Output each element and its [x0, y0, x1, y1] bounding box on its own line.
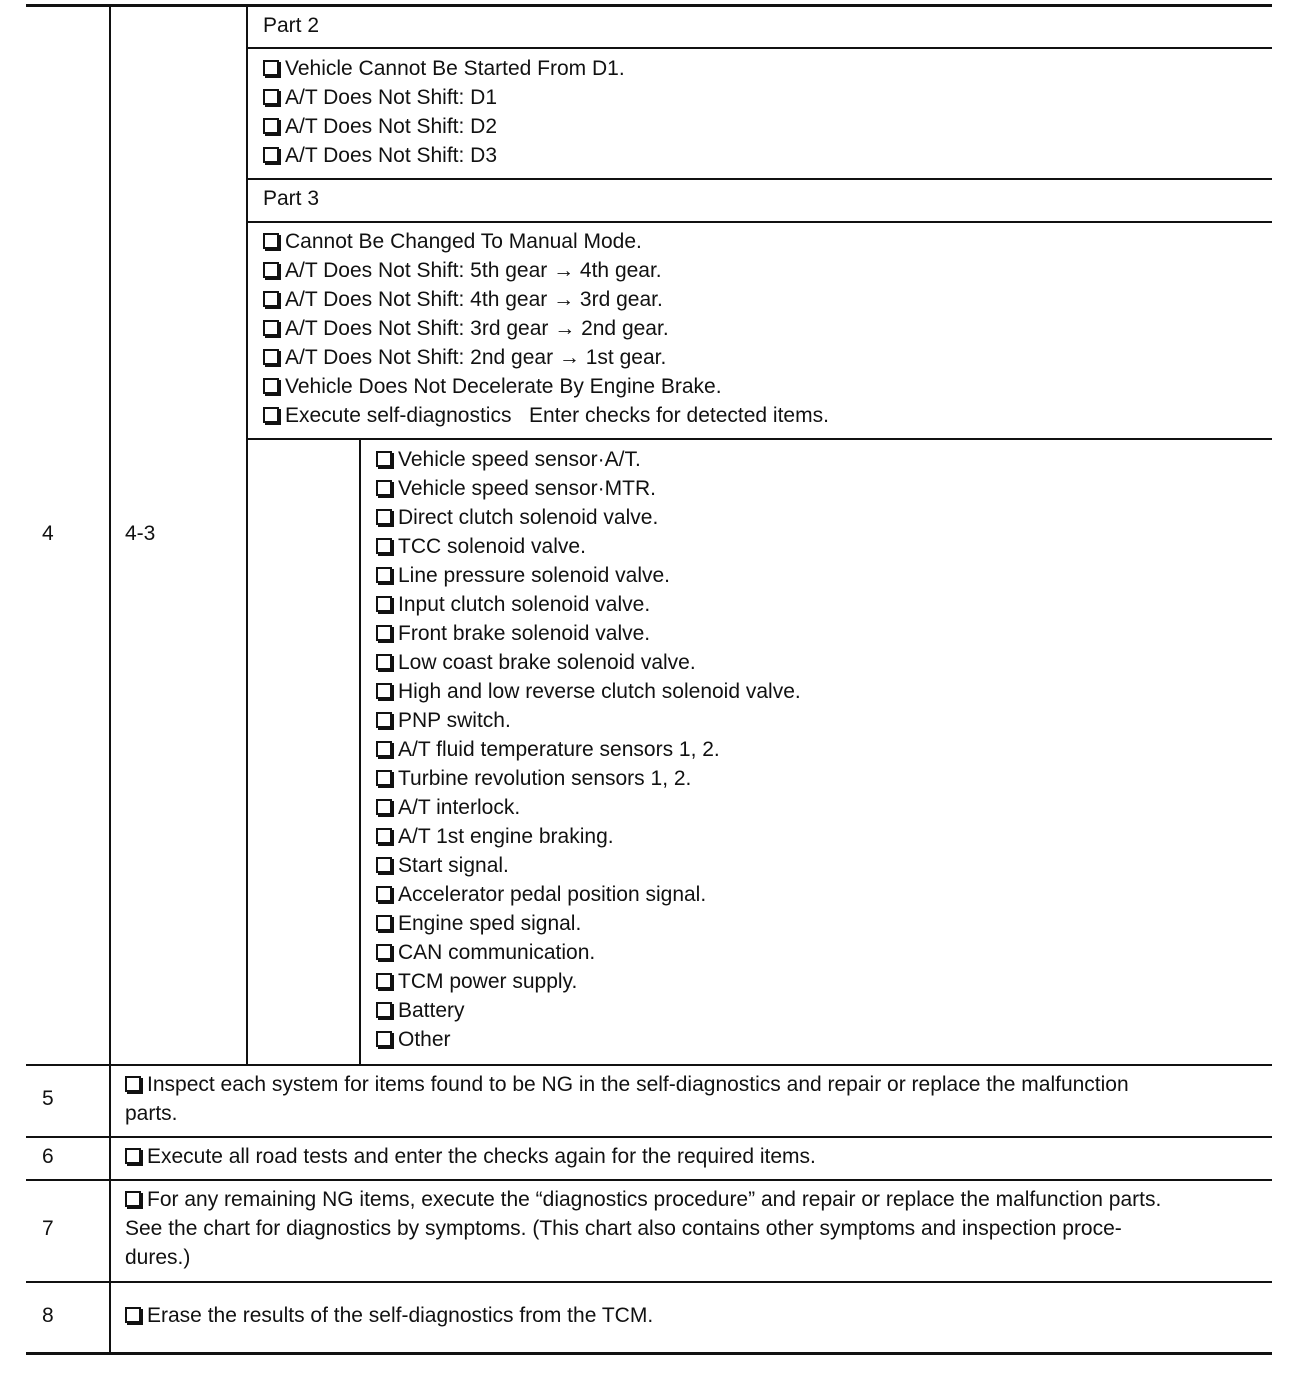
part3-checklist	[263, 227, 829, 430]
checkbox-icon[interactable]	[376, 770, 392, 786]
checkbox-icon[interactable]	[376, 1002, 392, 1018]
checkbox-icon[interactable]	[125, 1076, 141, 1092]
checkbox-icon[interactable]	[376, 509, 392, 525]
checkbox-icon[interactable]	[263, 320, 279, 336]
checklist-item: Line pressure solenoid valve.	[376, 561, 801, 590]
checklist-item: A/T Does Not Shift: 2nd gear → 1st gear.	[263, 343, 829, 372]
checklist-item: Vehicle Cannot Be Started From D1.	[263, 54, 625, 83]
part2-heading: Part 2	[263, 14, 320, 37]
checkbox-icon[interactable]	[125, 1191, 141, 1207]
step-number-5: 5	[42, 1087, 54, 1110]
step5-line: parts.	[125, 1102, 178, 1125]
checkbox-icon[interactable]	[263, 262, 279, 278]
checklist-item: Accelerator pedal position signal.	[376, 880, 801, 909]
checklist-item: Engine sped signal.	[376, 909, 801, 938]
rule-row5-end	[26, 1136, 1272, 1138]
rule-row4-end	[26, 1064, 1272, 1066]
checklist-item: Battery	[376, 996, 801, 1025]
step6-text	[125, 1142, 816, 1171]
checklist-item: PNP switch.	[376, 706, 801, 735]
col-divider-substep	[246, 6, 248, 1064]
checkbox-icon[interactable]	[376, 1031, 392, 1047]
step5-line: Inspect each system for items found to be NG in the self-diagnostics and repair or replace the malfunction	[125, 1070, 1129, 1099]
step8-text	[125, 1301, 653, 1330]
step7-line: For any remaining NG items, execute the “diagnostics procedure” and repair or replace the malfunction parts.	[125, 1185, 1161, 1214]
col-divider-indent	[359, 439, 361, 1064]
checklist-item: A/T Does Not Shift: 4th gear → 3rd gear.	[263, 285, 829, 314]
rule-row7-end	[26, 1281, 1272, 1283]
checklist-item: High and low reverse clutch solenoid valve.	[376, 677, 801, 706]
checkbox-icon[interactable]	[376, 683, 392, 699]
step6-line: Execute all road tests and enter the checks again for the required items.	[125, 1142, 816, 1171]
step8-line: Erase the results of the self-diagnostics from the TCM.	[125, 1301, 653, 1330]
checklist-item: Vehicle speed sensor·A/T.	[376, 445, 801, 474]
checkbox-icon[interactable]	[376, 741, 392, 757]
step-number-7: 7	[42, 1217, 54, 1240]
checklist-item: Turbine revolution sensors 1, 2.	[376, 764, 801, 793]
checkbox-icon[interactable]	[125, 1148, 141, 1164]
checkbox-icon[interactable]	[263, 291, 279, 307]
step7-line: See the chart for diagnostics by symptoms. (This chart also contains other symptoms and inspection proce-	[125, 1217, 1122, 1240]
part2-checklist	[263, 54, 625, 170]
checklist-item: Execute self-diagnostics Enter checks for detected items.	[263, 401, 829, 430]
self-diag-checklist	[376, 445, 801, 1054]
col-divider-step	[109, 6, 111, 1353]
checkbox-icon[interactable]	[376, 654, 392, 670]
checklist-item: A/T Does Not Shift: 5th gear → 4th gear.	[263, 256, 829, 285]
checkbox-icon[interactable]	[263, 60, 279, 76]
checklist-item: A/T Does Not Shift: D1	[263, 83, 625, 112]
table-top-rule	[26, 4, 1272, 7]
rule-row6-end	[26, 1179, 1272, 1181]
checkbox-icon[interactable]	[376, 944, 392, 960]
checkbox-icon[interactable]	[376, 712, 392, 728]
checkbox-icon[interactable]	[376, 451, 392, 467]
checkbox-icon[interactable]	[263, 89, 279, 105]
checkbox-icon[interactable]	[376, 567, 392, 583]
checklist-item: Low coast brake solenoid valve.	[376, 648, 801, 677]
rule-part3-heading	[246, 221, 1272, 223]
checkbox-icon[interactable]	[376, 480, 392, 496]
checkbox-icon[interactable]	[376, 538, 392, 554]
checklist-item: Input clutch solenoid valve.	[376, 590, 801, 619]
checkbox-icon[interactable]	[125, 1307, 141, 1323]
checkbox-icon[interactable]	[376, 973, 392, 989]
checkbox-icon[interactable]	[376, 799, 392, 815]
checkbox-icon[interactable]	[376, 886, 392, 902]
checklist-item: A/T fluid temperature sensors 1, 2.	[376, 735, 801, 764]
rule-part2-heading	[246, 47, 1272, 49]
checkbox-icon[interactable]	[376, 857, 392, 873]
checkbox-icon[interactable]	[263, 147, 279, 163]
checkbox-icon[interactable]	[263, 118, 279, 134]
checklist-item: A/T Does Not Shift: D3	[263, 141, 625, 170]
checkbox-icon[interactable]	[263, 407, 279, 423]
checkbox-icon[interactable]	[376, 625, 392, 641]
rule-part3-end	[246, 438, 1272, 440]
checkbox-icon[interactable]	[376, 596, 392, 612]
checklist-item: TCM power supply.	[376, 967, 801, 996]
checklist-item: Other	[376, 1025, 801, 1054]
checklist-item: A/T interlock.	[376, 793, 801, 822]
step-number-4: 4	[42, 522, 54, 545]
checkbox-icon[interactable]	[376, 828, 392, 844]
checklist-item: A/T 1st engine braking.	[376, 822, 801, 851]
checklist-item: TCC solenoid valve.	[376, 532, 801, 561]
step-number-8: 8	[42, 1304, 54, 1327]
step7-text	[125, 1185, 1161, 1272]
checklist-item: CAN communication.	[376, 938, 801, 967]
step-number-6: 6	[42, 1145, 54, 1168]
checklist-item: Cannot Be Changed To Manual Mode.	[263, 227, 829, 256]
checkbox-icon[interactable]	[263, 349, 279, 365]
table-bottom-rule	[26, 1352, 1272, 1355]
checklist-item: A/T Does Not Shift: 3rd gear → 2nd gear.	[263, 314, 829, 343]
checkbox-icon[interactable]	[263, 378, 279, 394]
checklist-item: Direct clutch solenoid valve.	[376, 503, 801, 532]
checklist-item: Vehicle speed sensor·MTR.	[376, 474, 801, 503]
checkbox-icon[interactable]	[263, 233, 279, 249]
step7-line: dures.)	[125, 1246, 191, 1269]
part3-heading: Part 3	[263, 187, 320, 210]
checkbox-icon[interactable]	[376, 915, 392, 931]
checklist-item: Vehicle Does Not Decelerate By Engine Brake.	[263, 372, 829, 401]
step5-text	[125, 1070, 1129, 1128]
rule-part2-end	[246, 178, 1272, 180]
checklist-item: Start signal.	[376, 851, 801, 880]
checklist-item: A/T Does Not Shift: D2	[263, 112, 625, 141]
checklist-item: Front brake solenoid valve.	[376, 619, 801, 648]
substep-number-4-3: 4-3	[125, 522, 156, 545]
